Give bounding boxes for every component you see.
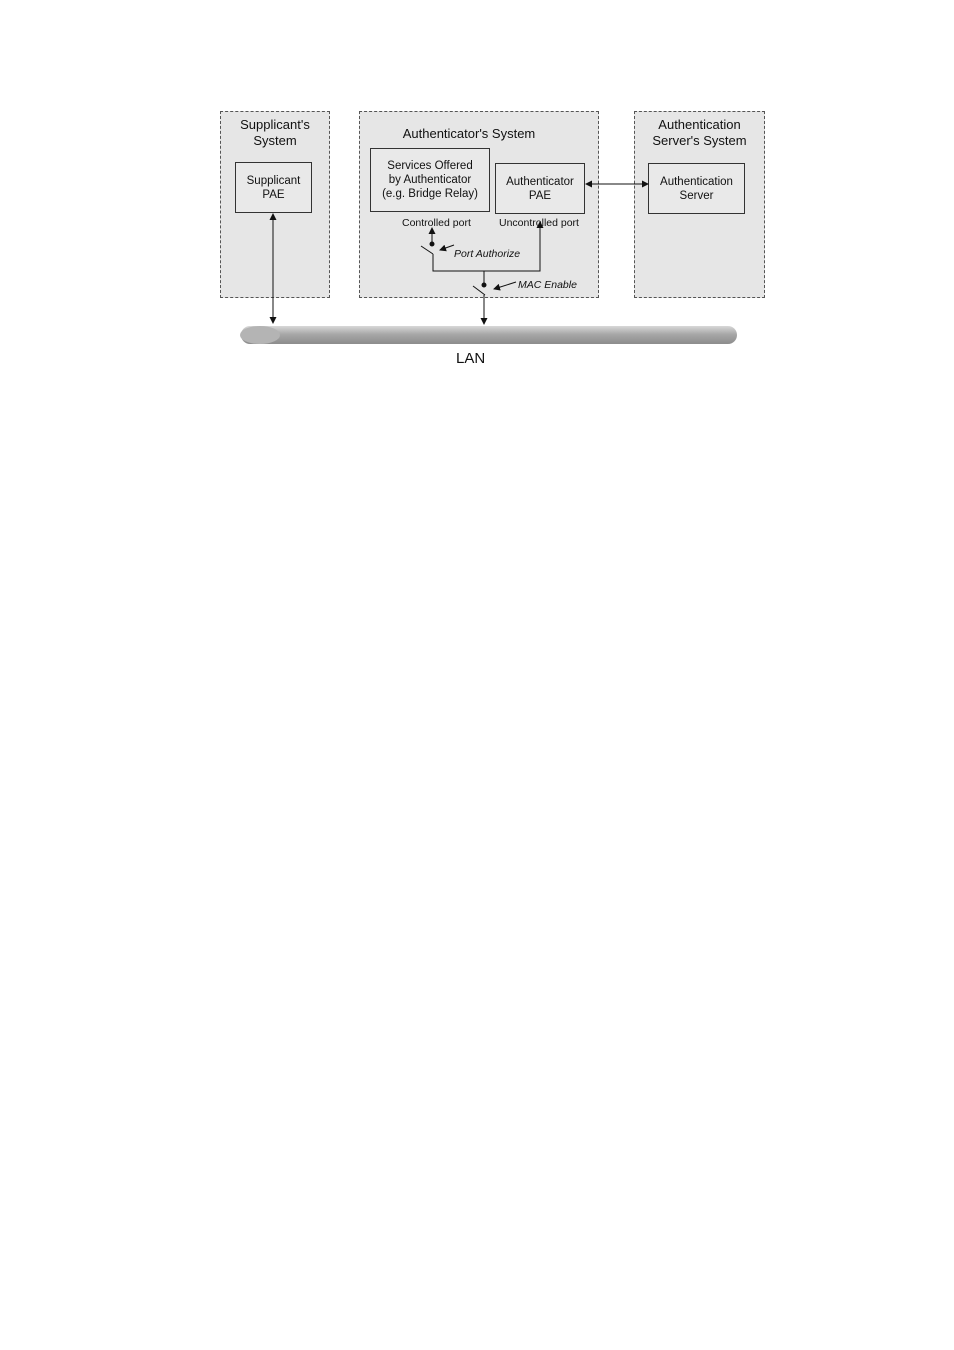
authenticator-system-title: Authenticator's System bbox=[402, 126, 536, 141]
authentication-server-box: Authentication Server bbox=[648, 163, 745, 214]
uncontrolled-port-label: Uncontrolled port bbox=[499, 217, 579, 229]
supplicant-system-title: Supplicant's System bbox=[240, 117, 310, 148]
authenticator-pae-box: Authenticator PAE bbox=[495, 163, 585, 214]
auth-server-system-title: Authentication Server's System bbox=[652, 117, 747, 148]
port-authorize-pointer bbox=[440, 245, 454, 250]
lan-pipe-end bbox=[240, 326, 280, 344]
eapol-architecture-diagram bbox=[216, 104, 771, 372]
mac-enable-pointer bbox=[494, 282, 516, 289]
lan-label: LAN bbox=[456, 350, 486, 367]
port-authorize-contact bbox=[430, 242, 435, 247]
lan-pipe bbox=[241, 326, 737, 344]
diagram-connectors bbox=[216, 104, 771, 372]
port-authorize-switch bbox=[421, 246, 433, 254]
supplicant-pae-box: Supplicant PAE bbox=[235, 162, 312, 213]
services-offered-box: Services Offered by Authenticator (e.g. Bridge Relay) bbox=[370, 148, 490, 212]
port-authorize-label: Port Authorize bbox=[454, 248, 521, 260]
mac-enable-contact bbox=[482, 283, 487, 288]
controlled-port-label: Controlled port bbox=[402, 217, 471, 229]
mac-enable-label: MAC Enable bbox=[518, 279, 577, 291]
